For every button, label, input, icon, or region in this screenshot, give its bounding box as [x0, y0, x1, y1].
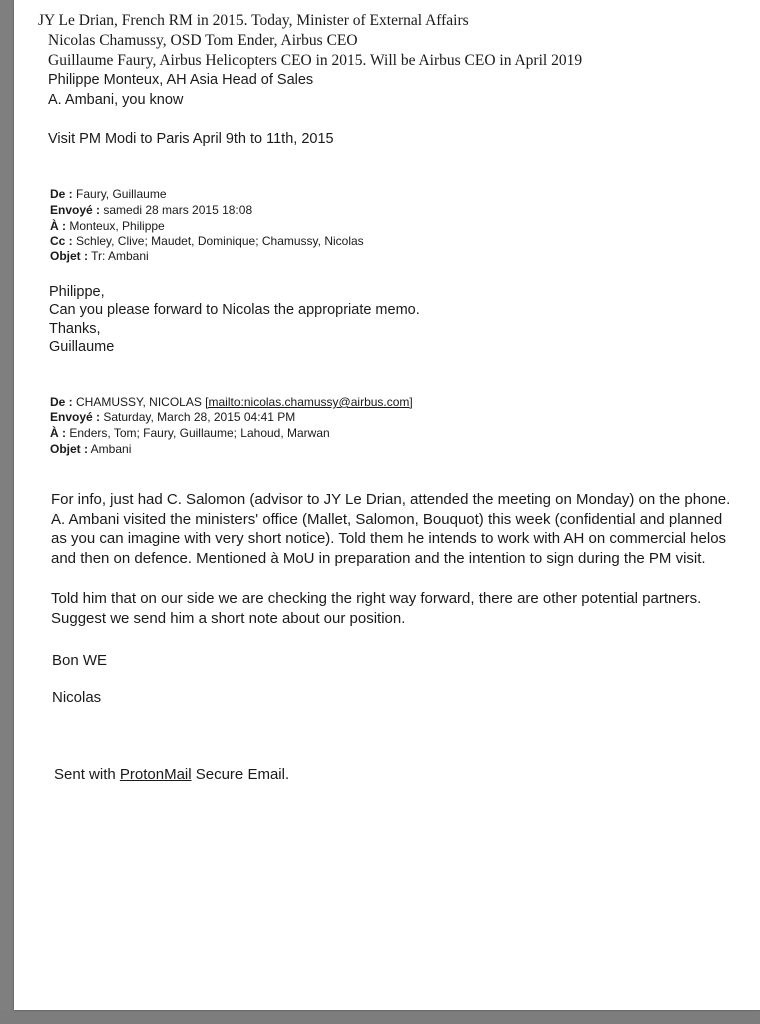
email2-para1-line-2: A. Ambani visited the ministers' office (Mallet, Salomon, Bouquot) this week (confidential and planned — [51, 511, 723, 528]
intro-line-5: A. Ambani, you know — [48, 92, 184, 108]
intro-line-3: Guillaume Faury, Airbus Helicopters CEO in 2015. Will be Airbus CEO in April 2019 — [48, 52, 583, 69]
email2-para1-line-4: and then on defence. Mentioned à MoU in preparation and the intention to sign during the PM visit. — [51, 550, 706, 567]
email2-signature: Nicolas — [52, 689, 102, 706]
email1-body-line-2: Can you please forward to Nicolas the appropriate memo. — [49, 302, 420, 318]
scan-bottom-edge — [0, 1010, 760, 1024]
protonmail-link[interactable]: ProtonMail — [119, 766, 192, 783]
email2-para1-line-1: For info, just had C. Salomon (advisor to JY Le Drian, attended the meeting on Monday) on the phone. — [51, 491, 731, 508]
intro-line-1: JY Le Drian, French RM in 2015. Today, Minister of External Affairs — [38, 12, 469, 29]
sent-with-footer: Sent with ProtonMail Secure Email. — [54, 766, 290, 783]
email1-body-line-1: Philippe, — [49, 284, 105, 300]
email1-body-line-3: Thanks, — [49, 321, 101, 337]
email2-sent: Envoyé : Saturday, March 28, 2015 04:41 PM — [50, 410, 296, 424]
scan-left-edge — [0, 0, 14, 1024]
email2-mailto-link[interactable]: [mailto:nicolas.chamussy@airbus.com] — [205, 395, 413, 409]
document-page — [14, 0, 760, 1010]
email1-cc: Cc : Schley, Clive; Maudet, Dominique; Chamussy, Nicolas — [50, 234, 364, 248]
email2-from: De : CHAMUSSY, NICOLAS [mailto:nicolas.chamussy@airbus.com] — [50, 395, 413, 409]
email1-from: De : Faury, Guillaume — [50, 187, 167, 201]
email1-to: À : Monteux, Philippe — [50, 219, 165, 233]
intro-line-2: Nicolas Chamussy, OSD Tom Ender, Airbus CEO — [48, 32, 358, 49]
intro-line-4: Philippe Monteux, AH Asia Head of Sales — [48, 72, 314, 88]
email2-to: À : Enders, Tom; Faury, Guillaume; Lahoud, Marwan — [50, 426, 330, 440]
visit-line: Visit PM Modi to Paris April 9th to 11th, 2015 — [48, 131, 334, 147]
email1-subject: Objet : Tr: Ambani — [50, 249, 149, 263]
email2-para2-line-1: Told him that on our side we are checking the right way forward, there are other potential partners. — [51, 590, 702, 607]
email2-closing: Bon WE — [52, 652, 108, 669]
email2-subject: Objet : Ambani — [50, 442, 132, 456]
email2-para1-line-3: as you can imagine with very short notice). Told them he intends to work with AH on commercial helos — [51, 530, 727, 547]
email2-para2-line-2: Suggest we send him a short note about our position. — [51, 610, 406, 627]
email1-body-line-4: Guillaume — [49, 339, 115, 355]
email1-sent: Envoyé : samedi 28 mars 2015 18:08 — [50, 203, 253, 217]
